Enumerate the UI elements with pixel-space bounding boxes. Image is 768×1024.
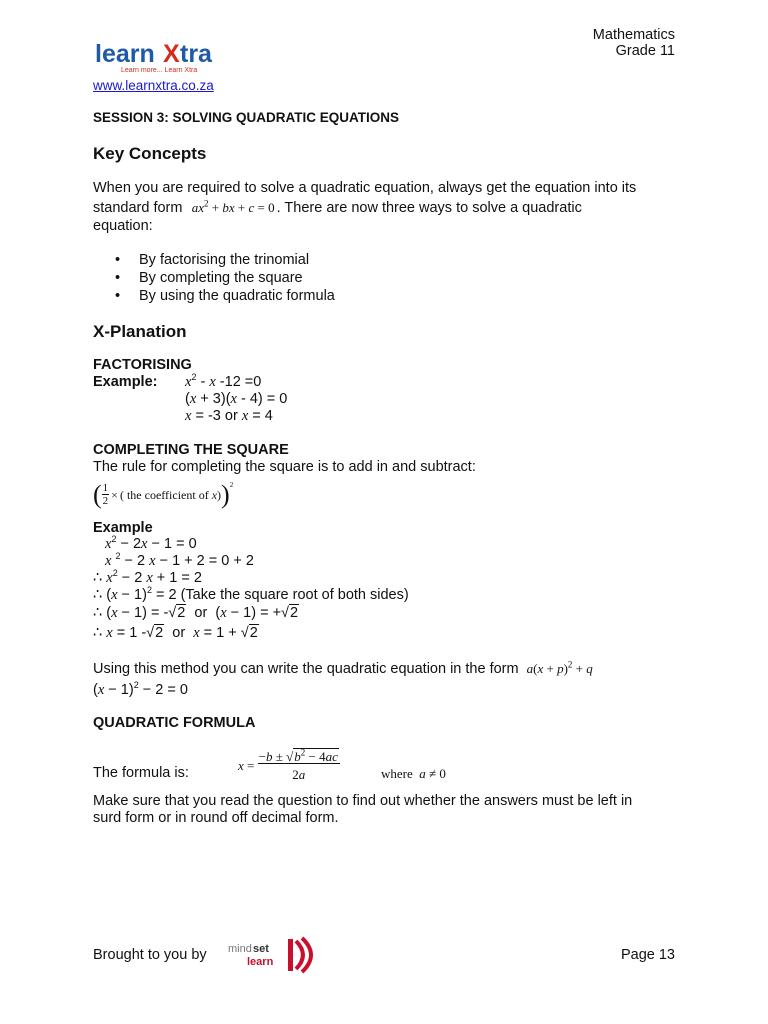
learnxtra-logo <box>93 38 223 76</box>
or-word: or <box>172 625 186 641</box>
formula-condition: where a ≠ 0 <box>381 766 446 781</box>
completing-step-1: $x^2 - 2x - 1 = 0$ <box>105 534 197 552</box>
factorising-step-3: x = -3 or x = 4 <box>185 408 273 424</box>
method-form-line <box>93 661 593 677</box>
svg-text:Learn more... Learn Xtra: Learn more... Learn Xtra <box>121 67 198 74</box>
mindset-learn-logo <box>228 935 320 975</box>
take-root-note: (Take the square root of both sides) <box>180 587 409 603</box>
completing-example-label: Example <box>93 520 153 536</box>
completing-step-6: ∴ x = 1 -√2 or x = 1 + √2 <box>93 625 258 641</box>
completing-rule: The rule for completing the square is to add in and subtract: <box>93 459 476 475</box>
vertex-form: $a(x + p)^2 + q$ <box>526 659 593 676</box>
completing-step-3: ∴ $x^2 - 2$ x + 1 = 2 <box>93 568 202 586</box>
factorising-step-2: (x + 3)(x - 4) = 0 <box>185 391 288 407</box>
completing-step-4: ∴ $(x - 1)^2 = 2$ (Take the square root of both sides) <box>93 585 409 603</box>
svg-text:tra: tra <box>180 40 212 68</box>
intro-line-2 <box>93 200 582 216</box>
svg-text:X: X <box>163 40 180 68</box>
svg-text:mind: mind <box>228 943 252 955</box>
intro-three-ways: . There are now three ways to solve a quadratic <box>276 200 582 216</box>
svg-text:learn: learn <box>247 956 274 968</box>
list-item: • By factorising the trinomial <box>93 252 335 270</box>
completing-title: COMPLETING THE SQUARE <box>93 442 289 458</box>
or-word: or <box>194 605 208 621</box>
where-word: where <box>381 766 413 781</box>
quadratic-title: QUADRATIC FORMULA <box>93 715 256 731</box>
intro-line-1: When you are required to solve a quadratic equation, always get the equation into its <box>93 180 637 196</box>
key-concepts-heading: Key Concepts <box>93 144 207 163</box>
formula-note-line-1: Make sure that you read the question to find out whether the answers must be left in <box>93 793 633 809</box>
formula-note-line-2: surd form or in round off decimal form. <box>93 810 339 826</box>
method-text: Using this method you can write the quadratic equation in the form <box>93 661 519 677</box>
factorising-step-1: $x^2$ - x -12 =0 <box>185 372 262 390</box>
header-subject: Mathematics <box>592 27 675 43</box>
intro-line-3: equation: <box>93 218 153 234</box>
session-title: SESSION 3: SOLVING QUADRATIC EQUATIONS <box>93 110 400 125</box>
methods-list <box>93 252 335 306</box>
vertex-form-example: $(x - 1)^2 - 2 = 0$ <box>93 680 188 698</box>
factorising-example-label: Example: <box>93 374 158 390</box>
coefficient-text: the coefficient of <box>126 487 209 502</box>
standard-form-equation: $ax^2$ + bx + c = 0 <box>191 198 275 215</box>
header-grade: Grade 11 <box>615 43 675 59</box>
brought-by-text: Brought to you by <box>93 947 207 963</box>
xplanation-heading: X-Planation <box>93 322 187 341</box>
page-number: Page 13 <box>620 947 675 963</box>
website-link[interactable]: www.learnxtra.co.za <box>93 78 214 93</box>
completing-step-2: x $^2$ − 2 x − 1 + 2 = 0 + 2 <box>105 551 254 569</box>
svg-text:learn: learn <box>95 40 155 68</box>
quadratic-formula: x = $\frac{-b \pm √b^2 - 4ac}{2a}$ <box>238 747 338 782</box>
intro-standard-form-label: standard form <box>93 200 183 216</box>
list-item: • By using the quadratic formula <box>93 288 335 306</box>
completing-step-5: ∴ (x − 1) = -√2 or (x − 1) = +√2 <box>93 605 299 621</box>
factorising-title: FACTORISING <box>93 357 192 373</box>
list-item: • By completing the square <box>93 270 335 288</box>
svg-text:set: set <box>253 943 269 955</box>
formula-label: The formula is: <box>93 765 189 781</box>
completing-rule-formula: ( $\frac{1}{2}$ × ( the coefficient of x ) ) $^2$ <box>93 480 234 509</box>
